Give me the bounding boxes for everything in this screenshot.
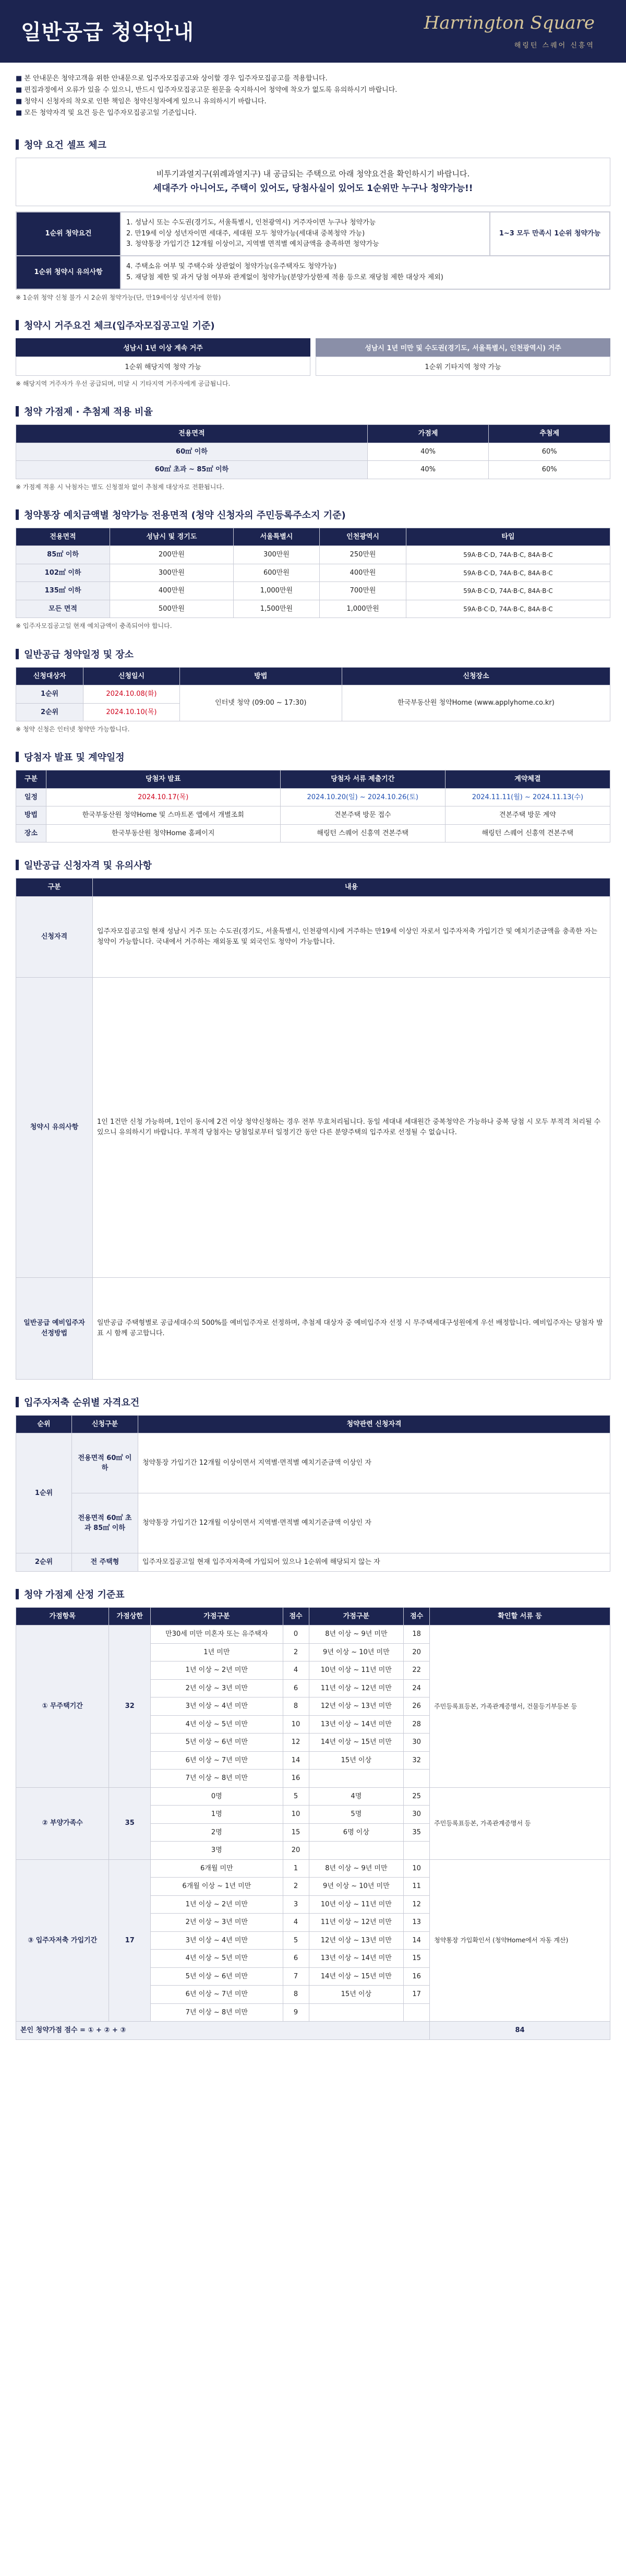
eligibility-table <box>16 878 610 1380</box>
note-item: ■ 본 안내문은 청약고객을 위한 안내문으로 입주자모집공고와 상이할 경우 입주자모집공고를 적용합니다. <box>16 73 610 85</box>
req-item: 4. 주택소유 여부 및 주택수와 상관없이 청약가능(유주택자도 청약가능) <box>126 263 337 271</box>
section-bar-icon <box>16 860 19 870</box>
section-title: 일반공급 청약일정 및 장소 <box>16 647 610 661</box>
score-item-docs: 주민등록표등본, 가족관계증명서 등 <box>430 1787 610 1859</box>
table-header: 전용면적 <box>16 425 368 443</box>
table-header: 계약체결 <box>445 770 610 789</box>
table-cell: 4년 이상 ~ 5년 미만 <box>151 1715 283 1734</box>
table-cell: 13년 이상 ~ 14년 미만 <box>309 1950 404 1968</box>
table-cell: 15 <box>404 1950 430 1968</box>
table-header: 내용 <box>93 879 610 897</box>
table-cell: 30 <box>404 1734 430 1752</box>
table-cell: 8 <box>283 1697 309 1716</box>
table-header: 구분 <box>16 879 93 897</box>
table-row: 장소 한국부동산원 청약Home 홈페이지 해링턴 스퀘어 신흥역 견본주택 해링턴 스퀘어 신흥역 견본주택 <box>16 824 610 842</box>
rank-other-items <box>121 256 610 289</box>
section-title: 청약시 거주요건 체크(입주자모집공고일 기준) <box>16 318 610 332</box>
table-header: 인천광역시 <box>320 528 406 546</box>
table-row: 102㎡ 이하 300만원 600만원 400만원 59A·B·C·D, 74A·B·C, 84A·B·C <box>16 564 610 582</box>
table-cell <box>404 1842 430 1860</box>
table-cell: 5년 이상 ~ 6년 미만 <box>151 1967 283 1986</box>
table-cell: 11 <box>404 1878 430 1896</box>
table-row <box>16 1625 610 1644</box>
table-cell: 2명 <box>151 1823 283 1842</box>
section-bar-icon <box>16 649 19 659</box>
table-cell: 0 <box>283 1625 309 1644</box>
table-cell <box>404 1770 430 1788</box>
req-item: 5. 재당첨 제한 및 과거 당첨 여부와 관계없이 청약가능(분양가상한제 적용 등으로 재당첨 제한 대상자 제외) <box>126 273 443 281</box>
table-row <box>16 2022 610 2040</box>
rank-other-label: 1순위 청약시 유의사항 <box>16 256 121 289</box>
table-cell: 35 <box>404 1823 430 1842</box>
req-item: 1. 성남시 또는 수도권(경기도, 서울특별시, 인천광역시) 거주자이면 누구나 청약가능 <box>126 218 376 227</box>
score-item-name: ② 부양가족수 <box>16 1787 109 1859</box>
table-cell: 2 <box>283 1643 309 1661</box>
score-item-name: ① 무주택기간 <box>16 1625 109 1788</box>
table-cell: 9년 이상 ~ 10년 미만 <box>309 1878 404 1896</box>
section-bar-icon <box>16 139 19 150</box>
table-cell: 11년 이상 ~ 12년 미만 <box>309 1679 404 1697</box>
section-footnote: ※ 1순위 청약 신청 불가 시 2순위 청약가능(단, 만19세이상 성년자에 한함) <box>16 293 221 301</box>
table-cell: 1년 이상 ~ 2년 미만 <box>151 1661 283 1680</box>
table-cell: 4 <box>283 1661 309 1680</box>
table-cell: 4명 <box>309 1787 404 1806</box>
table-row: 방법 한국부동산원 청약Home 및 스마트폰 앱에서 개별조회 견본주택 방문 접수 견본주택 방문 계약 <box>16 806 610 825</box>
table-cell: 6년 이상 ~ 7년 미만 <box>151 1751 283 1770</box>
summary-line: 비투기과열지구(위례과열지구) 내 공급되는 주택으로 아래 청약요건을 확인하시기 바랍니다. <box>156 169 470 179</box>
table-cell: 6년 이상 ~ 7년 미만 <box>151 1986 283 2004</box>
deposit-table <box>16 528 610 619</box>
table-cell: 8년 이상 ~ 9년 미만 <box>309 1859 404 1878</box>
table-row: 전용면적 60㎡ 초과 85㎡ 이하 청약통장 가입기간 12개월 이상이면서 지역별·면적별 예치기준금액 이상인 자 <box>16 1493 610 1553</box>
table-row: 85㎡ 이하 200만원 300만원 250만원 59A·B·C·D, 74A·B·C, 84A·B·C <box>16 546 610 564</box>
residence-other-head: 성남시 1년 미만 및 수도권(경기도, 서울특별시, 인천광역시) 거주 <box>316 338 610 357</box>
table-cell: 4 <box>283 1914 309 1932</box>
table-row: 일정 2024.10.17(목) 2024.10.20(일) ~ 2024.10.26(토) 2024.11.11(월) ~ 2024.11.13(수) <box>16 788 610 806</box>
table-cell: 6 <box>283 1950 309 1968</box>
table-row: 60㎡ 이하 40% 60% <box>16 443 610 461</box>
table-header: 확인할 서류 등 <box>430 1607 610 1625</box>
table-cell: 6개월 미만 <box>151 1859 283 1878</box>
table-cell: 12 <box>283 1734 309 1752</box>
table-cell: 24 <box>404 1679 430 1697</box>
req-item: 2. 만19세 이상 성년자이면 세대주, 세대원 모두 청약가능(세대내 중복청약 가능) <box>126 229 365 238</box>
table-cell <box>404 2003 430 2022</box>
table-header: 가점구분 <box>309 1607 404 1625</box>
table-cell: 1명 <box>151 1806 283 1824</box>
score-item-max: 17 <box>109 1859 151 2022</box>
table-header: 당첨자 서류 제출기간 <box>280 770 445 789</box>
table-row <box>16 1859 610 1878</box>
table-cell: 8년 이상 ~ 9년 미만 <box>309 1625 404 1644</box>
requirement-summary-box <box>16 158 610 206</box>
table-cell: 6개월 이상 ~ 1년 미만 <box>151 1878 283 1896</box>
section-bar-icon <box>16 509 19 520</box>
table-cell: 18 <box>404 1625 430 1644</box>
score-item-max: 35 <box>109 1787 151 1859</box>
page-header <box>0 0 626 63</box>
table-cell: 10 <box>283 1806 309 1824</box>
table-cell: 12년 이상 ~ 13년 미만 <box>309 1697 404 1716</box>
table-cell: 22 <box>404 1661 430 1680</box>
ratio-table <box>16 424 610 479</box>
table-cell: 1년 미만 <box>151 1643 283 1661</box>
rank1-label: 1순위 청약요건 <box>16 212 121 256</box>
table-cell: 14년 이상 ~ 15년 미만 <box>309 1967 404 1986</box>
table-cell: 2 <box>283 1878 309 1896</box>
table-cell: 5년 이상 ~ 6년 미만 <box>151 1734 283 1752</box>
table-cell: 26 <box>404 1697 430 1716</box>
section-title: 청약 요건 셀프 체크 <box>16 138 610 151</box>
residence-local-head: 성남시 1년 이상 계속 거주 <box>16 338 310 357</box>
score-item-docs: 주민등록표등본, 가족관계증명서, 건물등기부등본 등 <box>430 1625 610 1788</box>
table-header: 구분 <box>16 770 46 789</box>
table-row: 135㎡ 이하 400만원 1,000만원 700만원 59A·B·C·D, 74A·B·C, 84A·B·C <box>16 582 610 600</box>
rank1-items <box>121 212 490 256</box>
table-header: 점수 <box>404 1607 430 1625</box>
note-item: ■ 모든 청약자격 및 요건 등은 입주자모집공고일 기준입니다. <box>16 108 610 119</box>
table-header: 방법 <box>179 667 342 685</box>
table-cell: 5 <box>283 1931 309 1950</box>
section-title: 청약통장 예치금액별 청약가능 전용면적 (청약 신청자의 주민등록주소지 기준) <box>16 508 610 521</box>
table-header: 서울특별시 <box>233 528 320 546</box>
table-cell: 10년 이상 ~ 11년 미만 <box>309 1661 404 1680</box>
table-cell: 만30세 미만 미혼자 또는 유주택자 <box>151 1625 283 1644</box>
table-header: 성남시 및 경기도 <box>110 528 234 546</box>
req-item: 3. 청약통장 가입기간 12개월 이상이고, 지역별 면적별 예치금액을 충족하면 청약가능 <box>126 240 379 248</box>
table-header: 타입 <box>406 528 610 546</box>
table-cell: 0명 <box>151 1787 283 1806</box>
rank1-requirements <box>16 211 610 290</box>
rank1-result: 1~3 모두 만족시 1순위 청약가능 <box>490 212 610 256</box>
table-cell: 1 <box>283 1859 309 1878</box>
table-cell: 14 <box>283 1751 309 1770</box>
section-bar-icon <box>16 406 19 417</box>
score-total-label: 본인 청약가점 점수 = ① + ② + ③ <box>16 2022 430 2040</box>
table-header: 가점상한 <box>109 1607 151 1625</box>
table-row: 1순위 전용면적 60㎡ 이하 청약통장 가입기간 12개월 이상이면서 지역별·면적별 예치기준금액 이상인 자 <box>16 1433 610 1493</box>
score-item-name: ③ 입주자저축 가입기간 <box>16 1859 109 2022</box>
section-bar-icon <box>16 320 19 330</box>
table-cell: 6명 이상 <box>309 1823 404 1842</box>
table-header: 신청구분 <box>72 1415 138 1433</box>
score-total-max: 84 <box>430 2022 610 2040</box>
section-title: 청약 가점제 · 추첨제 적용 비율 <box>16 405 610 418</box>
table-cell: 15년 이상 <box>309 1751 404 1770</box>
table-cell: 3명 <box>151 1842 283 1860</box>
table-cell: 5명 <box>309 1806 404 1824</box>
section-title: 당첨자 발표 및 계약일정 <box>16 750 610 764</box>
table-row: 청약시 유의사항 1인 1건만 신청 가능하며, 1인이 동시에 2건 이상 청약신청하는 경우 전부 무효처리됩니다. 동일 세대내 세대원간 중복청약은 가능하나 중복 당첨 시 모두 부적격 처리될 수 있으니 유의하시기 바랍니다. 부적격 당첨자는 당첨일로부터 일정기간 동안 다른 분양주택의 입주자로 선정될 수 없습니다. <box>16 977 610 1277</box>
table-cell: 1년 이상 ~ 2년 미만 <box>151 1895 283 1914</box>
section-bar-icon <box>16 752 19 762</box>
table-cell: 14년 이상 ~ 15년 미만 <box>309 1734 404 1752</box>
table-header: 전용면적 <box>16 528 110 546</box>
table-cell: 9 <box>283 2003 309 2022</box>
brand-logo-sub: 해링턴 스퀘어 신흥역 <box>514 42 595 50</box>
table-cell: 7년 이상 ~ 8년 미만 <box>151 1770 283 1788</box>
table-header: 신청장소 <box>342 667 610 685</box>
announcement-table <box>16 770 610 842</box>
table-cell: 25 <box>404 1787 430 1806</box>
score-table <box>16 1607 610 2040</box>
note-item: ■ 편집과정에서 오류가 있을 수 있으니, 반드시 입주자모집공고문 원문을 숙지하시어 청약에 착오가 없도록 유의하시기 바랍니다. <box>16 85 610 96</box>
table-header: 당첨자 발표 <box>46 770 280 789</box>
summary-highlight: 세대주가 아니어도, 주택이 있어도, 당첨사실이 있어도 1순위만 누구나 청약가능!! <box>153 183 473 194</box>
table-cell: 32 <box>404 1751 430 1770</box>
table-cell: 7 <box>283 1967 309 1986</box>
intro-notes <box>0 63 626 122</box>
table-header: 신청대상자 <box>16 667 83 685</box>
table-cell: 14 <box>404 1931 430 1950</box>
table-cell: 9년 이상 ~ 10년 미만 <box>309 1643 404 1661</box>
table-header: 가점항목 <box>16 1607 109 1625</box>
table-cell: 16 <box>404 1967 430 1986</box>
table-cell: 12년 이상 ~ 13년 미만 <box>309 1931 404 1950</box>
note-item: ■ 청약시 신청자의 착오로 인한 책임은 청약신청자에게 있으니 유의하시기 바랍니다. <box>16 96 610 108</box>
table-header: 점수 <box>283 1607 309 1625</box>
table-cell: 17 <box>404 1986 430 2004</box>
table-cell: 13년 이상 ~ 14년 미만 <box>309 1715 404 1734</box>
table-cell: 2년 이상 ~ 3년 미만 <box>151 1679 283 1697</box>
table-cell: 8 <box>283 1986 309 2004</box>
section-bar-icon <box>16 1397 19 1407</box>
rank-qualification-table <box>16 1415 610 1572</box>
section-title: 입주자저축 순위별 자격요건 <box>16 1395 610 1409</box>
table-header: 가점제 <box>367 425 489 443</box>
schedule-table <box>16 667 610 722</box>
table-cell: 28 <box>404 1715 430 1734</box>
table-cell: 10 <box>283 1715 309 1734</box>
table-row <box>16 1787 610 1806</box>
table-header: 신청일시 <box>83 667 180 685</box>
residence-local-body: 1순위 해당지역 청약 가능 <box>16 357 310 376</box>
table-cell: 11년 이상 ~ 12년 미만 <box>309 1914 404 1932</box>
table-cell <box>309 2003 404 2022</box>
section-footnote: ※ 입주자모집공고일 현재 예치금액이 충족되어야 합니다. <box>16 622 172 630</box>
table-cell: 2년 이상 ~ 3년 미만 <box>151 1914 283 1932</box>
section-bar-icon <box>16 1589 19 1599</box>
table-header: 추첨제 <box>489 425 610 443</box>
section-title: 일반공급 신청자격 및 유의사항 <box>16 858 610 872</box>
table-cell: 16 <box>283 1770 309 1788</box>
table-header: 순위 <box>16 1415 72 1433</box>
score-item-docs: 청약통장 가입확인서 (청약Home에서 자동 계산) <box>430 1859 610 2022</box>
table-cell: 15년 이상 <box>309 1986 404 2004</box>
table-cell: 30 <box>404 1806 430 1824</box>
table-cell <box>309 1842 404 1860</box>
score-item-max: 32 <box>109 1625 151 1788</box>
table-cell: 5 <box>283 1787 309 1806</box>
table-cell: 12 <box>404 1895 430 1914</box>
table-cell: 3년 이상 ~ 4년 미만 <box>151 1697 283 1716</box>
table-cell: 20 <box>404 1643 430 1661</box>
section-footnote: ※ 가점제 적용 시 낙첨자는 별도 신청절차 없이 추첨제 대상자로 전환됩니다. <box>16 483 224 491</box>
table-row: 신청자격 입주자모집공고일 현재 성남시 거주 또는 수도권(경기도, 서울특별시, 인천광역시)에 거주하는 만19세 이상인 자로서 입주자저축 가입기간 및 예치기준금액을 충족한 자는 청약이 가능합니다. 국내에서 거주하는 재외동포 및 외국인도 청약이 가능합니다. <box>16 896 610 977</box>
section-title: 청약 가점제 산정 기준표 <box>16 1587 610 1601</box>
table-row: 2순위 전 주택형 입주자모집공고일 현재 입주자저축에 가입되어 있으나 1순위에 해당되지 않는 자 <box>16 1553 610 1572</box>
table-row: 60㎡ 초과 ~ 85㎡ 이하 40% 60% <box>16 461 610 479</box>
table-cell: 13 <box>404 1914 430 1932</box>
table-row: 1순위 2024.10.08(화) 인터넷 청약 (09:00 ~ 17:30) 한국부동산원 청약Home (www.applyhome.co.kr) <box>16 685 610 704</box>
table-cell: 20 <box>283 1842 309 1860</box>
table-cell: 10년 이상 ~ 11년 미만 <box>309 1895 404 1914</box>
table-cell <box>309 1770 404 1788</box>
table-cell: 15 <box>283 1823 309 1842</box>
table-header: 가점구분 <box>151 1607 283 1625</box>
table-cell: 7년 이상 ~ 8년 미만 <box>151 2003 283 2022</box>
page-title: 일반공급 청약안내 <box>21 20 195 44</box>
table-cell: 3 <box>283 1895 309 1914</box>
table-cell: 3년 이상 ~ 4년 미만 <box>151 1931 283 1950</box>
table-row: 2순위 2024.10.10(목) <box>16 703 610 721</box>
section-footnote: ※ 해당지역 거주자가 우선 공급되며, 미달 시 기타지역 거주자에게 공급됩니다. <box>16 379 231 387</box>
table-cell: 4년 이상 ~ 5년 미만 <box>151 1950 283 1968</box>
section-footnote: ※ 청약 신청은 인터넷 청약만 가능합니다. <box>16 726 130 733</box>
table-cell: 6 <box>283 1679 309 1697</box>
residence-requirements <box>16 338 610 376</box>
table-cell: 10 <box>404 1859 430 1878</box>
table-row: 일반공급 예비입주자 선정방법 일반공급 주택형별로 공급세대수의 500%를 예비입주자로 선정하며, 추첨제 대상자 중 예비입주자 선정 시 무주택세대구성원에게 우선 배정합니다. 예비입주자는 당첨자 발표 시 함께 공고합니다. <box>16 1277 610 1379</box>
brand-logo: Harrington Square <box>424 13 595 33</box>
residence-other-body: 1순위 기타지역 청약 가능 <box>316 357 610 376</box>
table-header: 청약관련 신청자격 <box>138 1415 610 1433</box>
table-row: 모든 면적 500만원 1,500만원 1,000만원 59A·B·C·D, 74A·B·C, 84A·B·C <box>16 600 610 618</box>
